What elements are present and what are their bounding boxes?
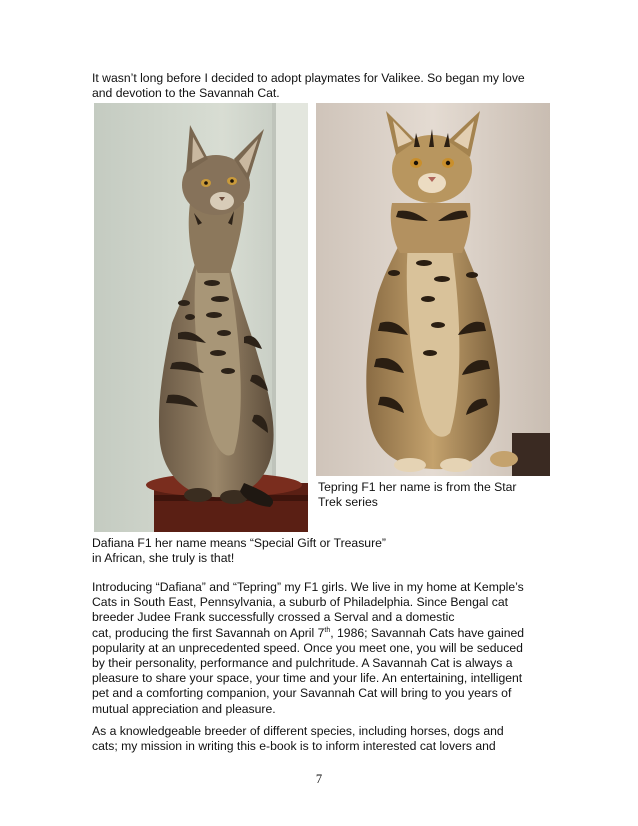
paragraph-line: Introducing “Dafiana” and “Tepring” my F1 girls. We live in my home at Kemple’s [92,580,524,594]
mission-paragraph [92,724,554,754]
paragraph-line: As a knowledgeable breeder of different species, including horses, dogs and [92,724,504,738]
paragraph-line: pet and a comforting companion, your Savannah Cat will bring to you years of [92,686,512,701]
paragraph-line: by their personality, performance and pulchritude. A Savannah Cat is always a [92,656,513,671]
intro-line: and devotion to the Savannah Cat. [92,86,280,101]
intro-paragraph [92,71,562,101]
tepring-caption [318,480,548,510]
tepring-cat-illustration [316,103,550,476]
line-text: , 1986; Savannah Cats have gained [330,625,525,640]
dafiana-caption [92,536,432,566]
paragraph-line: cats; my mission in writing this e-book is to inform interested cat lovers and [92,739,496,754]
page-number: 7 [315,772,323,786]
paragraph-line [92,626,554,641]
ordinal-suffix: th [324,626,331,634]
tepring-photo [316,103,550,476]
paragraph-line: mutual appreciation and pleasure. [92,701,276,716]
paragraph-line: Cats in South East, Pennsylvania, a suburb of Philadelphia. Since Bengal cat [92,595,508,610]
caption-line: Dafiana F1 her name means “Special Gift or Treasure” [92,536,386,550]
paragraph-line: popularity at an unprecedented speed. Once you meet one, you will be seduced [92,640,523,655]
caption-line: in African, she truly is that! [92,551,235,566]
introduction-paragraph [92,580,554,717]
paragraph-line: breeder Judee Frank successfully crossed a Serval and a domestic [92,610,455,625]
line-text: cat, producing the first Savannah on April 7 [92,625,325,640]
paragraph-line: pleasure to share your space, your time and your life. An entertaining, intelligent [92,671,523,686]
caption-line: Tepring F1 her name is from the Star [318,480,517,494]
intro-line: It wasn’t long before I decided to adopt playmates for Valikee. So began my love [92,71,525,85]
caption-line: Trek series [318,495,378,510]
dafiana-cat-illustration [94,103,308,532]
dafiana-photo [94,103,308,532]
